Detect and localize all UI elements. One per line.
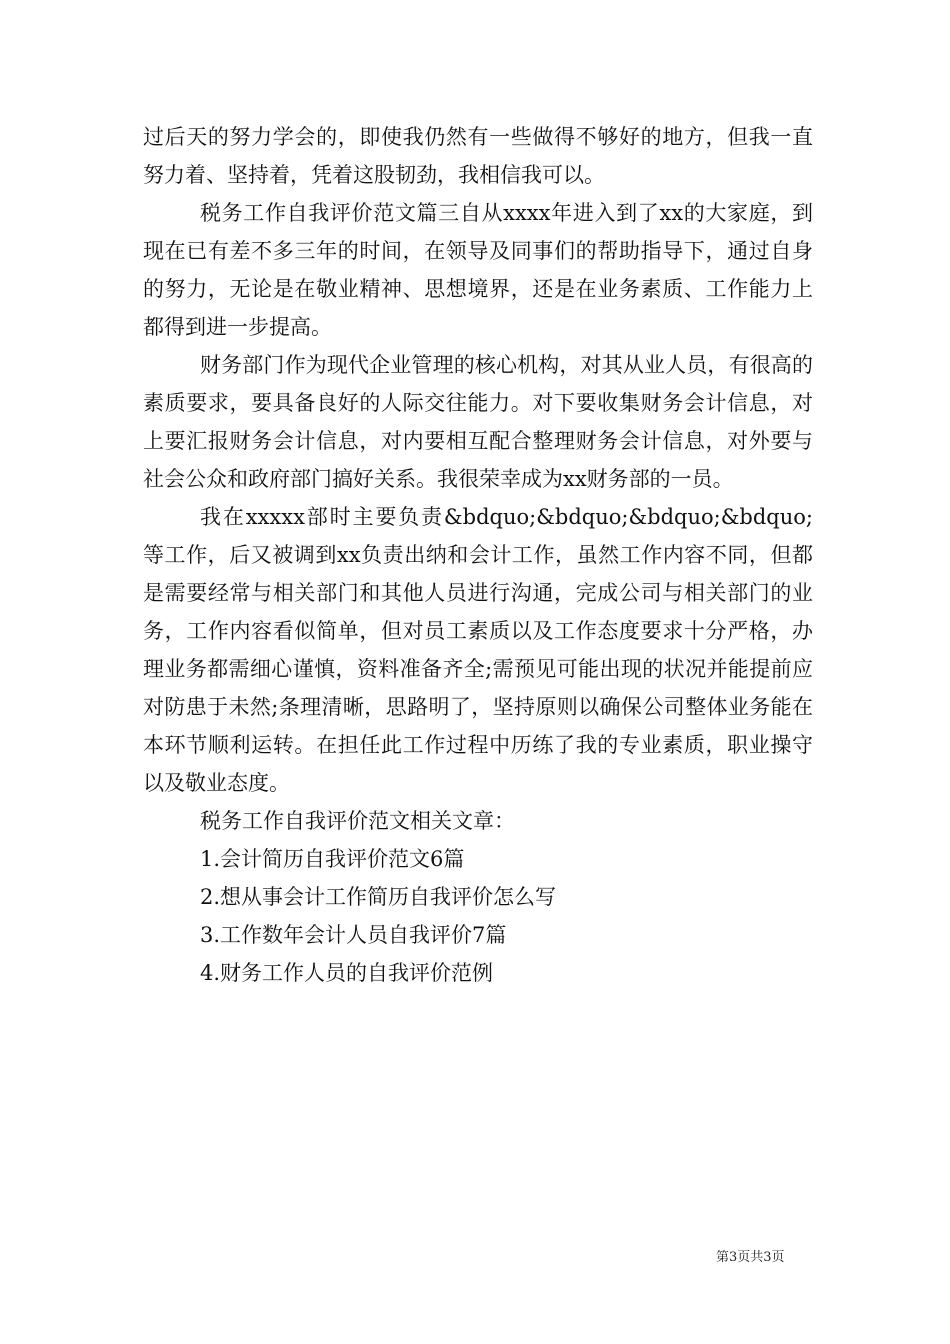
page-number-footer: 第3页共3页 — [716, 1250, 785, 1265]
paragraph-continuation: 过后天的努力学会的，即使我仍然有一些做得不够好的地方，但我一直努力着、坚持着，凭着这股韧劲，我相信我可以。 — [143, 125, 813, 187]
paragraph-intro: 税务工作自我评价范文篇三自从xxxx年进入到了xx的大家庭，到现在已有差不多三年的时间，在领导及同事们的帮助指导下，通过自身的努力，无论是在敬业精神、思想境界，还是在业务素质、工作能力上都得到进一步提高。 — [143, 201, 813, 339]
related-article-link[interactable]: 3.工作数年会计人员自我评价7篇 — [200, 923, 507, 947]
related-article-link[interactable]: 1.会计简历自我评价范文6篇 — [200, 847, 465, 871]
related-articles-title: 税务工作自我评价范文相关文章： — [200, 809, 515, 833]
paragraph-finance-department: 财务部门作为现代企业管理的核心机构，对其从业人员，有很高的素质要求，要具备良好的人际交往能力。对下要收集财务会计信息，对上要汇报财务会计信息，对内要相互配合整理财务会计信息，对外要与社会公众和政府部门搞好关系。我很荣幸成为xx财务部的一员。 — [143, 353, 813, 491]
document-body — [143, 118, 813, 992]
paragraph-responsibilities: 我在xxxxx部时主要负责&bdquo;&bdquo;&bdquo;&bdquo;等工作，后又被调到xx负责出纳和会计工作，虽然工作内容不同，但都是需要经常与相关部门和其他人员进行沟通，完成公司与相关部门的业务，工作内容看似简单，但对员工素质以及工作态度要求十分严格，办理业务都需细心谨慎，资料准备齐全;需预见可能出现的状况并能提前应对防患于未然;条理清晰，思路明了，坚持原则以确保公司整体业务能在本环节顺利运转。在担任此工作过程中历练了我的专业素质，职业操守以及敬业态度。 — [143, 505, 813, 795]
related-article-link[interactable]: 4.财务工作人员的自我评价范例 — [200, 961, 494, 985]
related-article-link[interactable]: 2.想从事会计工作简历自我评价怎么写 — [200, 885, 557, 909]
